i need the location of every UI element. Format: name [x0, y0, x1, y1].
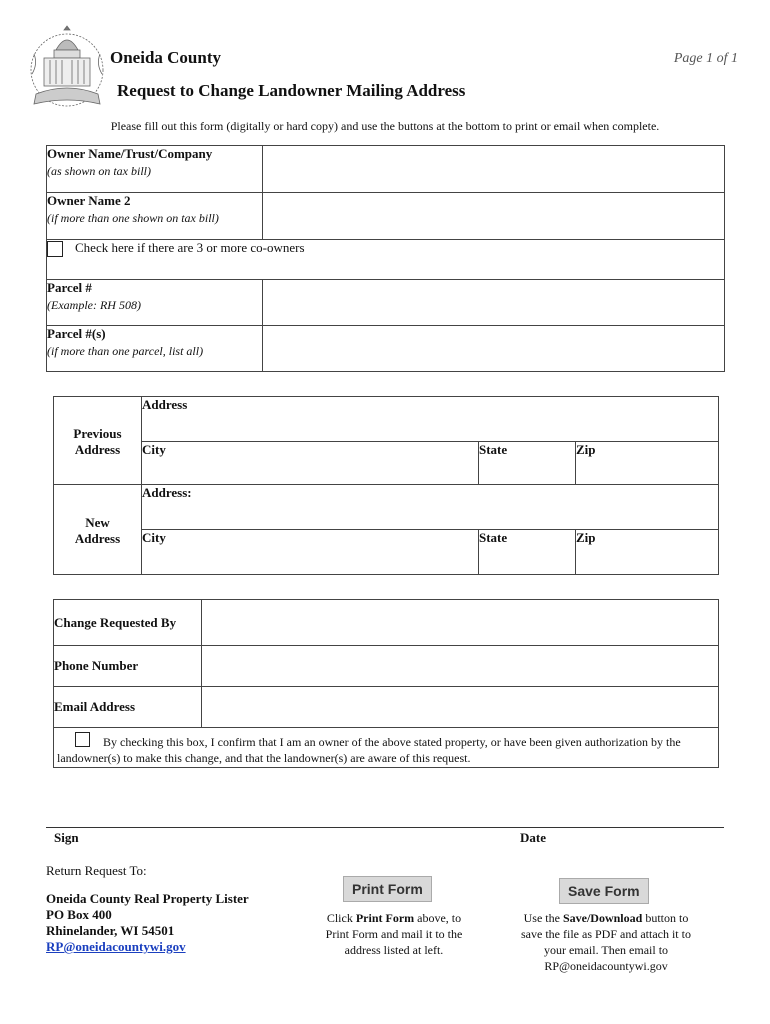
- parcels-hint: (if more than one parcel, list all): [47, 344, 204, 358]
- owner-name-field[interactable]: [263, 146, 725, 193]
- new-label-1: New: [85, 514, 110, 530]
- requested-by-label-cell: [54, 600, 202, 646]
- return-address: [46, 891, 249, 955]
- previous-label-1: Previous: [73, 425, 122, 441]
- previous-state-field[interactable]: [479, 442, 576, 485]
- new-address-label-cell: [54, 485, 142, 575]
- owner-name-2-label: Owner Name 2: [47, 193, 131, 208]
- page-number: Page 1 of 1: [673, 51, 738, 66]
- address-table: [53, 396, 719, 575]
- coowners-checkbox[interactable]: [47, 241, 63, 257]
- owner-name-2-field[interactable]: [263, 193, 725, 240]
- email-label: Email Address: [54, 699, 136, 714]
- previous-state-label: State: [479, 442, 508, 457]
- print-note-bold: Print Form: [355, 911, 415, 925]
- new-state-label: State: [479, 530, 508, 545]
- county-courthouse-logo: [28, 24, 106, 116]
- parcels-label-cell: [47, 326, 263, 372]
- confirm-row: [54, 728, 719, 768]
- form-title: Request to Change Landowner Mailing Address: [117, 81, 466, 100]
- coowners-row: [47, 240, 725, 280]
- new-city-label: City: [142, 530, 166, 545]
- parcels-field[interactable]: [263, 326, 725, 372]
- phone-label: Phone Number: [54, 658, 139, 673]
- return-email-link[interactable]: RP@oneidacountywi.gov: [46, 939, 186, 954]
- owner-name-hint: (as shown on tax bill): [47, 164, 151, 178]
- previous-label-2: Address: [74, 441, 121, 457]
- new-state-field[interactable]: [479, 530, 576, 575]
- phone-field[interactable]: [202, 646, 719, 687]
- parcel-label-cell: [47, 280, 263, 326]
- new-zip-label: Zip: [576, 530, 596, 545]
- phone-label-cell: [54, 646, 202, 687]
- requested-by-label: Change Requested By: [54, 614, 177, 630]
- return-line-3: Rhinelander, WI 54501: [46, 923, 175, 938]
- parcel-label: Parcel #: [47, 280, 92, 295]
- requested-by-field[interactable]: [202, 600, 719, 646]
- owner-name-2-hint: (if more than one shown on tax bill): [47, 211, 219, 225]
- previous-zip-field[interactable]: [576, 442, 719, 485]
- parcels-label: Parcel #(s): [47, 326, 106, 341]
- owner-name-label-cell: [47, 146, 263, 193]
- print-form-button[interactable]: Print Form: [343, 876, 432, 902]
- owner-name-2-label-cell: [47, 193, 263, 240]
- county-name: Oneida County: [110, 48, 221, 67]
- requester-table: [53, 599, 719, 768]
- confirm-text-2: landowner(s) to make this change, and that the landowner(s) are aware of this request.: [57, 751, 471, 765]
- coowners-label: Check here if there are 3 or more co-owners: [75, 240, 305, 255]
- save-note-1: Use the: [523, 911, 563, 925]
- save-note: [513, 910, 699, 974]
- print-note-1: Click: [326, 911, 356, 925]
- new-address-field[interactable]: [142, 485, 719, 530]
- new-zip-field[interactable]: [576, 530, 719, 575]
- previous-city-label: City: [142, 442, 166, 457]
- form-instructions: Please fill out this form (digitally or hard copy) and use the buttons at the bottom to print or email when complete.: [110, 119, 660, 133]
- new-label-2: Address: [74, 530, 121, 546]
- previous-address-label-cell: [54, 397, 142, 485]
- sign-label: Sign: [54, 830, 79, 845]
- previous-city-field[interactable]: [142, 442, 479, 485]
- return-line-2: PO Box 400: [46, 907, 112, 922]
- owner-name-label: Owner Name/Trust/Company: [47, 146, 213, 161]
- owner-parcel-table: [46, 145, 725, 372]
- parcel-field[interactable]: [263, 280, 725, 326]
- previous-address-label: Address: [142, 397, 188, 412]
- confirm-checkbox[interactable]: [75, 732, 90, 747]
- email-field[interactable]: [202, 687, 719, 728]
- print-note-2: above, to Print Form and mail it to the address listed at left.: [325, 911, 463, 957]
- save-form-button[interactable]: Save Form: [559, 878, 649, 904]
- parcel-hint: (Example: RH 508): [47, 298, 141, 312]
- return-heading: Return Request To:: [46, 863, 147, 878]
- date-label: Date: [520, 830, 546, 845]
- email-label-cell: [54, 687, 202, 728]
- new-address-label: Address:: [142, 485, 192, 500]
- new-city-field[interactable]: [142, 530, 479, 575]
- confirm-text-1: By checking this box, I confirm that I am an owner of the above stated property, or have been given authorization by the: [103, 735, 681, 749]
- signature-line: [46, 827, 724, 828]
- save-note-2: button to save the file as PDF and attach it to your email. Then email to RP@oneidacountywi.gov: [521, 911, 691, 973]
- previous-address-field[interactable]: [142, 397, 719, 442]
- previous-zip-label: Zip: [576, 442, 596, 457]
- return-line-1: Oneida County Real Property Lister: [46, 891, 249, 906]
- save-note-bold: Save/Download: [562, 911, 643, 925]
- print-note: [314, 910, 474, 958]
